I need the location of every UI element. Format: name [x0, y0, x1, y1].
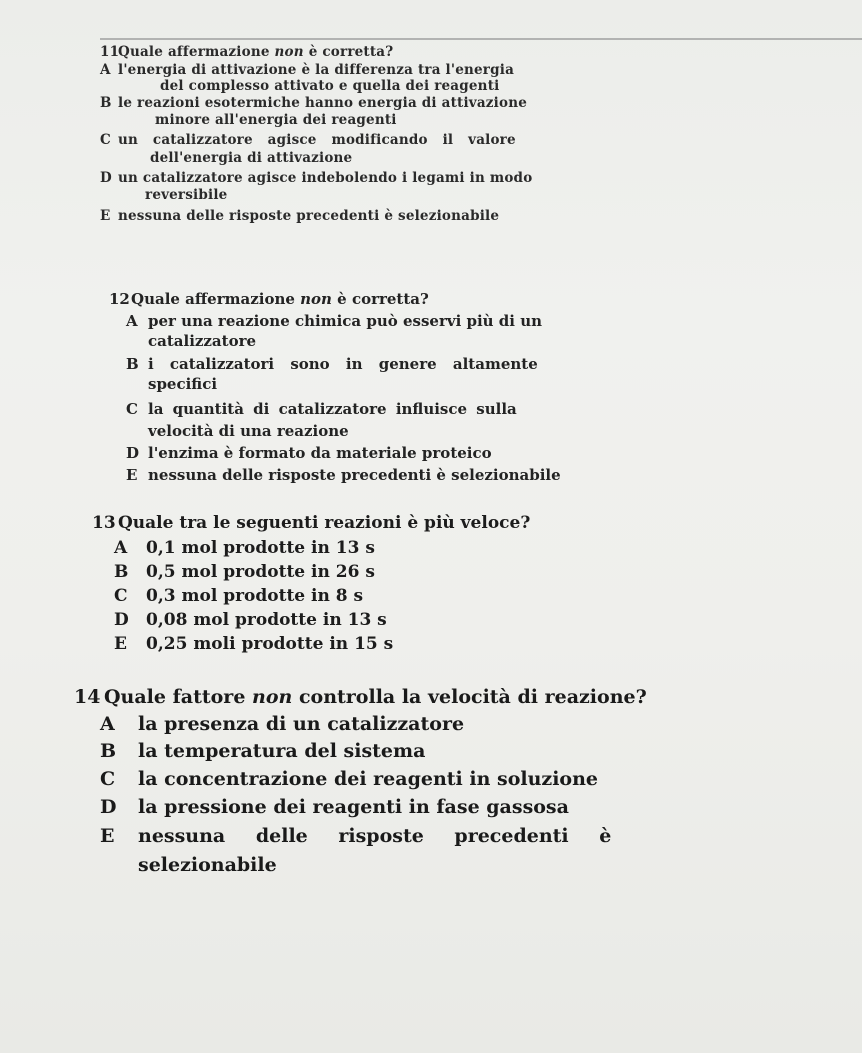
option-letter: D — [100, 796, 117, 818]
option-text: nessuna delle risposte precedenti è — [138, 825, 612, 847]
question-number: 11 — [100, 44, 120, 60]
option-letter: A — [126, 312, 138, 330]
option-text: la presenza di un catalizzatore — [138, 713, 465, 735]
option-text: reversibile — [145, 187, 228, 203]
option-text: la pressione dei reagenti in fase gassosa — [138, 796, 569, 818]
option-letter: A — [114, 538, 128, 558]
option-letter: D — [100, 170, 112, 186]
option-letter: B — [100, 740, 117, 762]
option-letter: D — [114, 610, 129, 630]
option-text: catalizzatore — [148, 332, 257, 350]
option-letter: D — [126, 444, 140, 462]
option-text: 0,5 mol prodotte in 26 s — [146, 562, 375, 582]
option-text: l'enzima è formato da materiale proteico — [148, 444, 492, 462]
option-text: 0,3 mol prodotte in 8 s — [146, 586, 364, 606]
option-text: selezionabile — [138, 854, 277, 876]
option-text: minore all'energia dei reagenti — [155, 112, 397, 128]
question-number: 14 — [74, 686, 101, 708]
question-stem: Quale affermazione non è corretta? — [131, 290, 429, 308]
question-stem: Quale fattore non controlla la velocità di reazione? — [104, 686, 647, 708]
option-letter: E — [114, 634, 127, 654]
option-text: la quantità di catalizzatore influisce sulla — [148, 400, 517, 418]
option-letter: B — [126, 355, 139, 373]
option-text: la temperatura del sistema — [138, 740, 426, 762]
option-text: l'energia di attivazione è la differenza tra l'energia — [118, 62, 515, 78]
option-letter: E — [126, 466, 138, 484]
option-letter: C — [114, 586, 128, 606]
option-text: la concentrazione dei reagenti in soluzione — [138, 768, 599, 790]
option-text: i catalizzatori sono in genere altamente — [148, 355, 538, 373]
option-text: nessuna delle risposte precedenti è selezionabile — [118, 208, 500, 224]
option-letter: C — [100, 768, 116, 790]
question-stem: Quale tra le seguenti reazioni è più veloce? — [118, 513, 531, 533]
option-text: 0,25 moli prodotte in 15 s — [146, 634, 394, 654]
option-text: 0,1 mol prodotte in 13 s — [146, 538, 375, 558]
question-number: 12 — [109, 290, 130, 308]
option-text: dell'energia di attivazione — [150, 150, 353, 166]
option-text: le reazioni esotermiche hanno energia di attivazione — [118, 95, 528, 111]
page-top-rule — [100, 38, 862, 40]
option-letter: C — [100, 132, 111, 148]
option-letter: E — [100, 825, 115, 847]
option-letter: E — [100, 208, 111, 224]
option-text: un catalizzatore agisce indebolendo i legami in modo — [118, 170, 533, 186]
question-stem: Quale affermazione non è corretta? — [118, 44, 394, 60]
question-number: 13 — [92, 513, 116, 533]
option-text: un catalizzatore agisce modificando il valore — [118, 132, 516, 148]
option-text: velocità di una reazione — [148, 422, 349, 440]
option-letter: B — [100, 95, 112, 111]
option-text: del complesso attivato e quella dei reagenti — [160, 78, 500, 94]
option-text: 0,08 mol prodotte in 13 s — [146, 610, 387, 630]
option-letter: A — [100, 713, 115, 735]
option-letter: B — [114, 562, 129, 582]
option-letter: A — [100, 62, 111, 78]
option-letter: C — [126, 400, 138, 418]
option-text: specifici — [148, 375, 218, 393]
option-text: nessuna delle risposte precedenti è selezionabile — [148, 466, 561, 484]
option-text: per una reazione chimica può esservi più di un — [148, 312, 543, 330]
